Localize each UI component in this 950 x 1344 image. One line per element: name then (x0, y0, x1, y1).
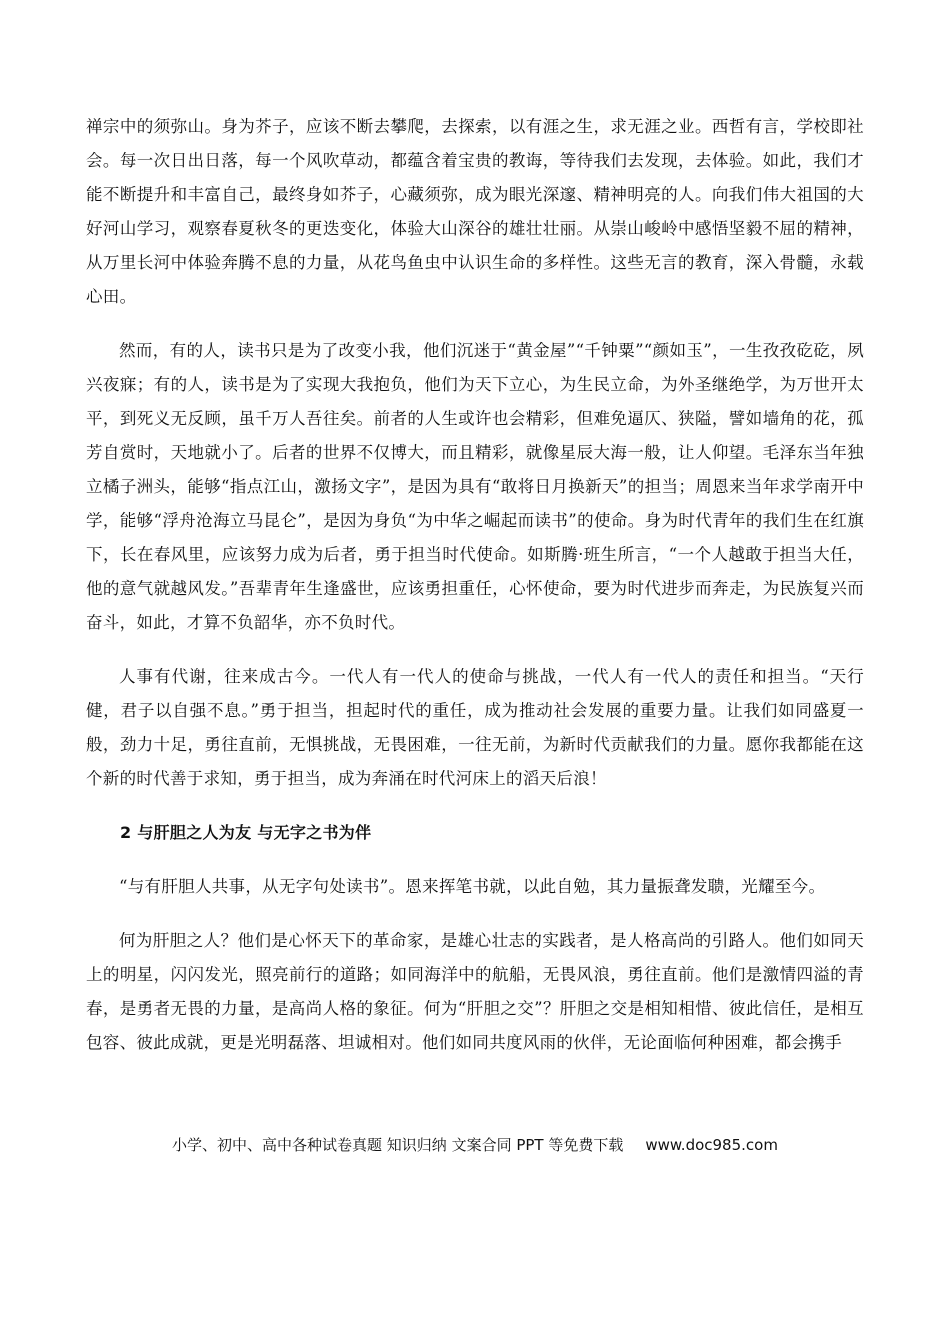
paragraph-4: “与有肝胆人共事，从无字句处读书”。恩来挥笔书就，以此自勉，其力量振聋发聩，光耀至今。 (119, 877, 826, 896)
paragraph-3: 人事有代谢，往来成古今。一代人有一代人的使命与挑战，一代人有一代人的责任和担当。“天行健，君子以自强不息。”勇于担当，担起时代的重任，成为推动社会发展的重要力量。让我们如同盛夏一般，劲力十足，勇往直前，无惧挑战，无畏困难，一往无前，为新时代贡献我们的力量。愿你我都能在这个新的时代善于求知，勇于担当，成为奔涌在时代河床上的滔天后浪！ (86, 667, 864, 788)
footer-text: 小学、初中、高中各种试卷真题 知识归纳 文案合同 PPT 等免费下载 (172, 1136, 624, 1154)
paragraph-1: 禅宗中的须弥山。身为芥子，应该不断去攀爬，去探索，以有涯之生，求无涯之业。西哲有言，学校即社会。每一次日出日落，每一个风吹草动，都蕴含着宝贵的教诲，等待我们去发现，去体验。如此，我们才能不断提升和丰富自己，最终身如芥子，心藏须弥，成为眼光深邃、精神明亮的人。向我们伟大祖国的大好河山学习，观察春夏秋冬的更迭变化，体验大山深谷的雄壮壮丽。从崇山峻岭中感悟坚毅不屈的精神，从万里长河中体验奔腾不息的力量，从花鸟鱼虫中认识生命的多样性。这些无言的教育，深入骨髓，永载心田。 (86, 117, 864, 306)
paragraph-5: 何为肝胆之人？他们是心怀天下的革命家，是雄心壮志的实践者，是人格高尚的引路人。他们如同天上的明星，闪闪发光，照亮前行的道路；如同海洋中的航船，无畏风浪，勇往直前。他们是激情四溢的青春，是勇者无畏的力量，是高尚人格的象征。何为“肝胆之交”？肝胆之交是相知相惜、彼此信任，是相互包容、彼此成就，更是光明磊落、坦诚相对。他们如同共度风雨的伙伴，无论面临何种困难，都会携手 (86, 931, 864, 1052)
paragraph-2: 然而，有的人，读书只是为了改变小我，他们沉迷于“黄金屋”“千钟粟”“颜如玉”，一生孜孜矻矻，夙兴夜寐；有的人，读书是为了实现大我抱负，他们为天下立心，为生民立命，为外圣继绝学，为万世开太平，到死义无反顾，虽千万人吾往矣。前者的人生或许也会精彩，但难免逼仄、狭隘，譬如墙角的花，孤芳自赏时，天地就小了。后者的世界不仅博大，而且精彩，就像星辰大海一般，让人仰望。毛泽东当年独立橘子洲头，能够“指点江山，激扬文字”，是因为具有“敢将日月换新天”的担当；周恩来当年求学南开中学，能够“浮舟沧海立马昆仑”，是因为身负“为中华之崛起而读书”的使命。身为时代青年的我们生在红旗下，长在春风里，应该努力成为后者，勇于担当时代使命。如斯腾·班生所言，“一个人越敢于担当大任，他的意气就越风发。”吾辈青年生逢盛世，应该勇担重任，心怀使命，要为时代进步而奔走，为民族复兴而奋斗，如此，才算不负韶华，亦不负时代。 (86, 341, 864, 632)
footer-url[interactable]: www.doc985.com (645, 1136, 778, 1154)
page-footer (0, 1131, 950, 1159)
section-heading: 2 与肝胆之人为友 与无字之书为伴 (120, 823, 372, 842)
document-body (86, 110, 864, 1080)
